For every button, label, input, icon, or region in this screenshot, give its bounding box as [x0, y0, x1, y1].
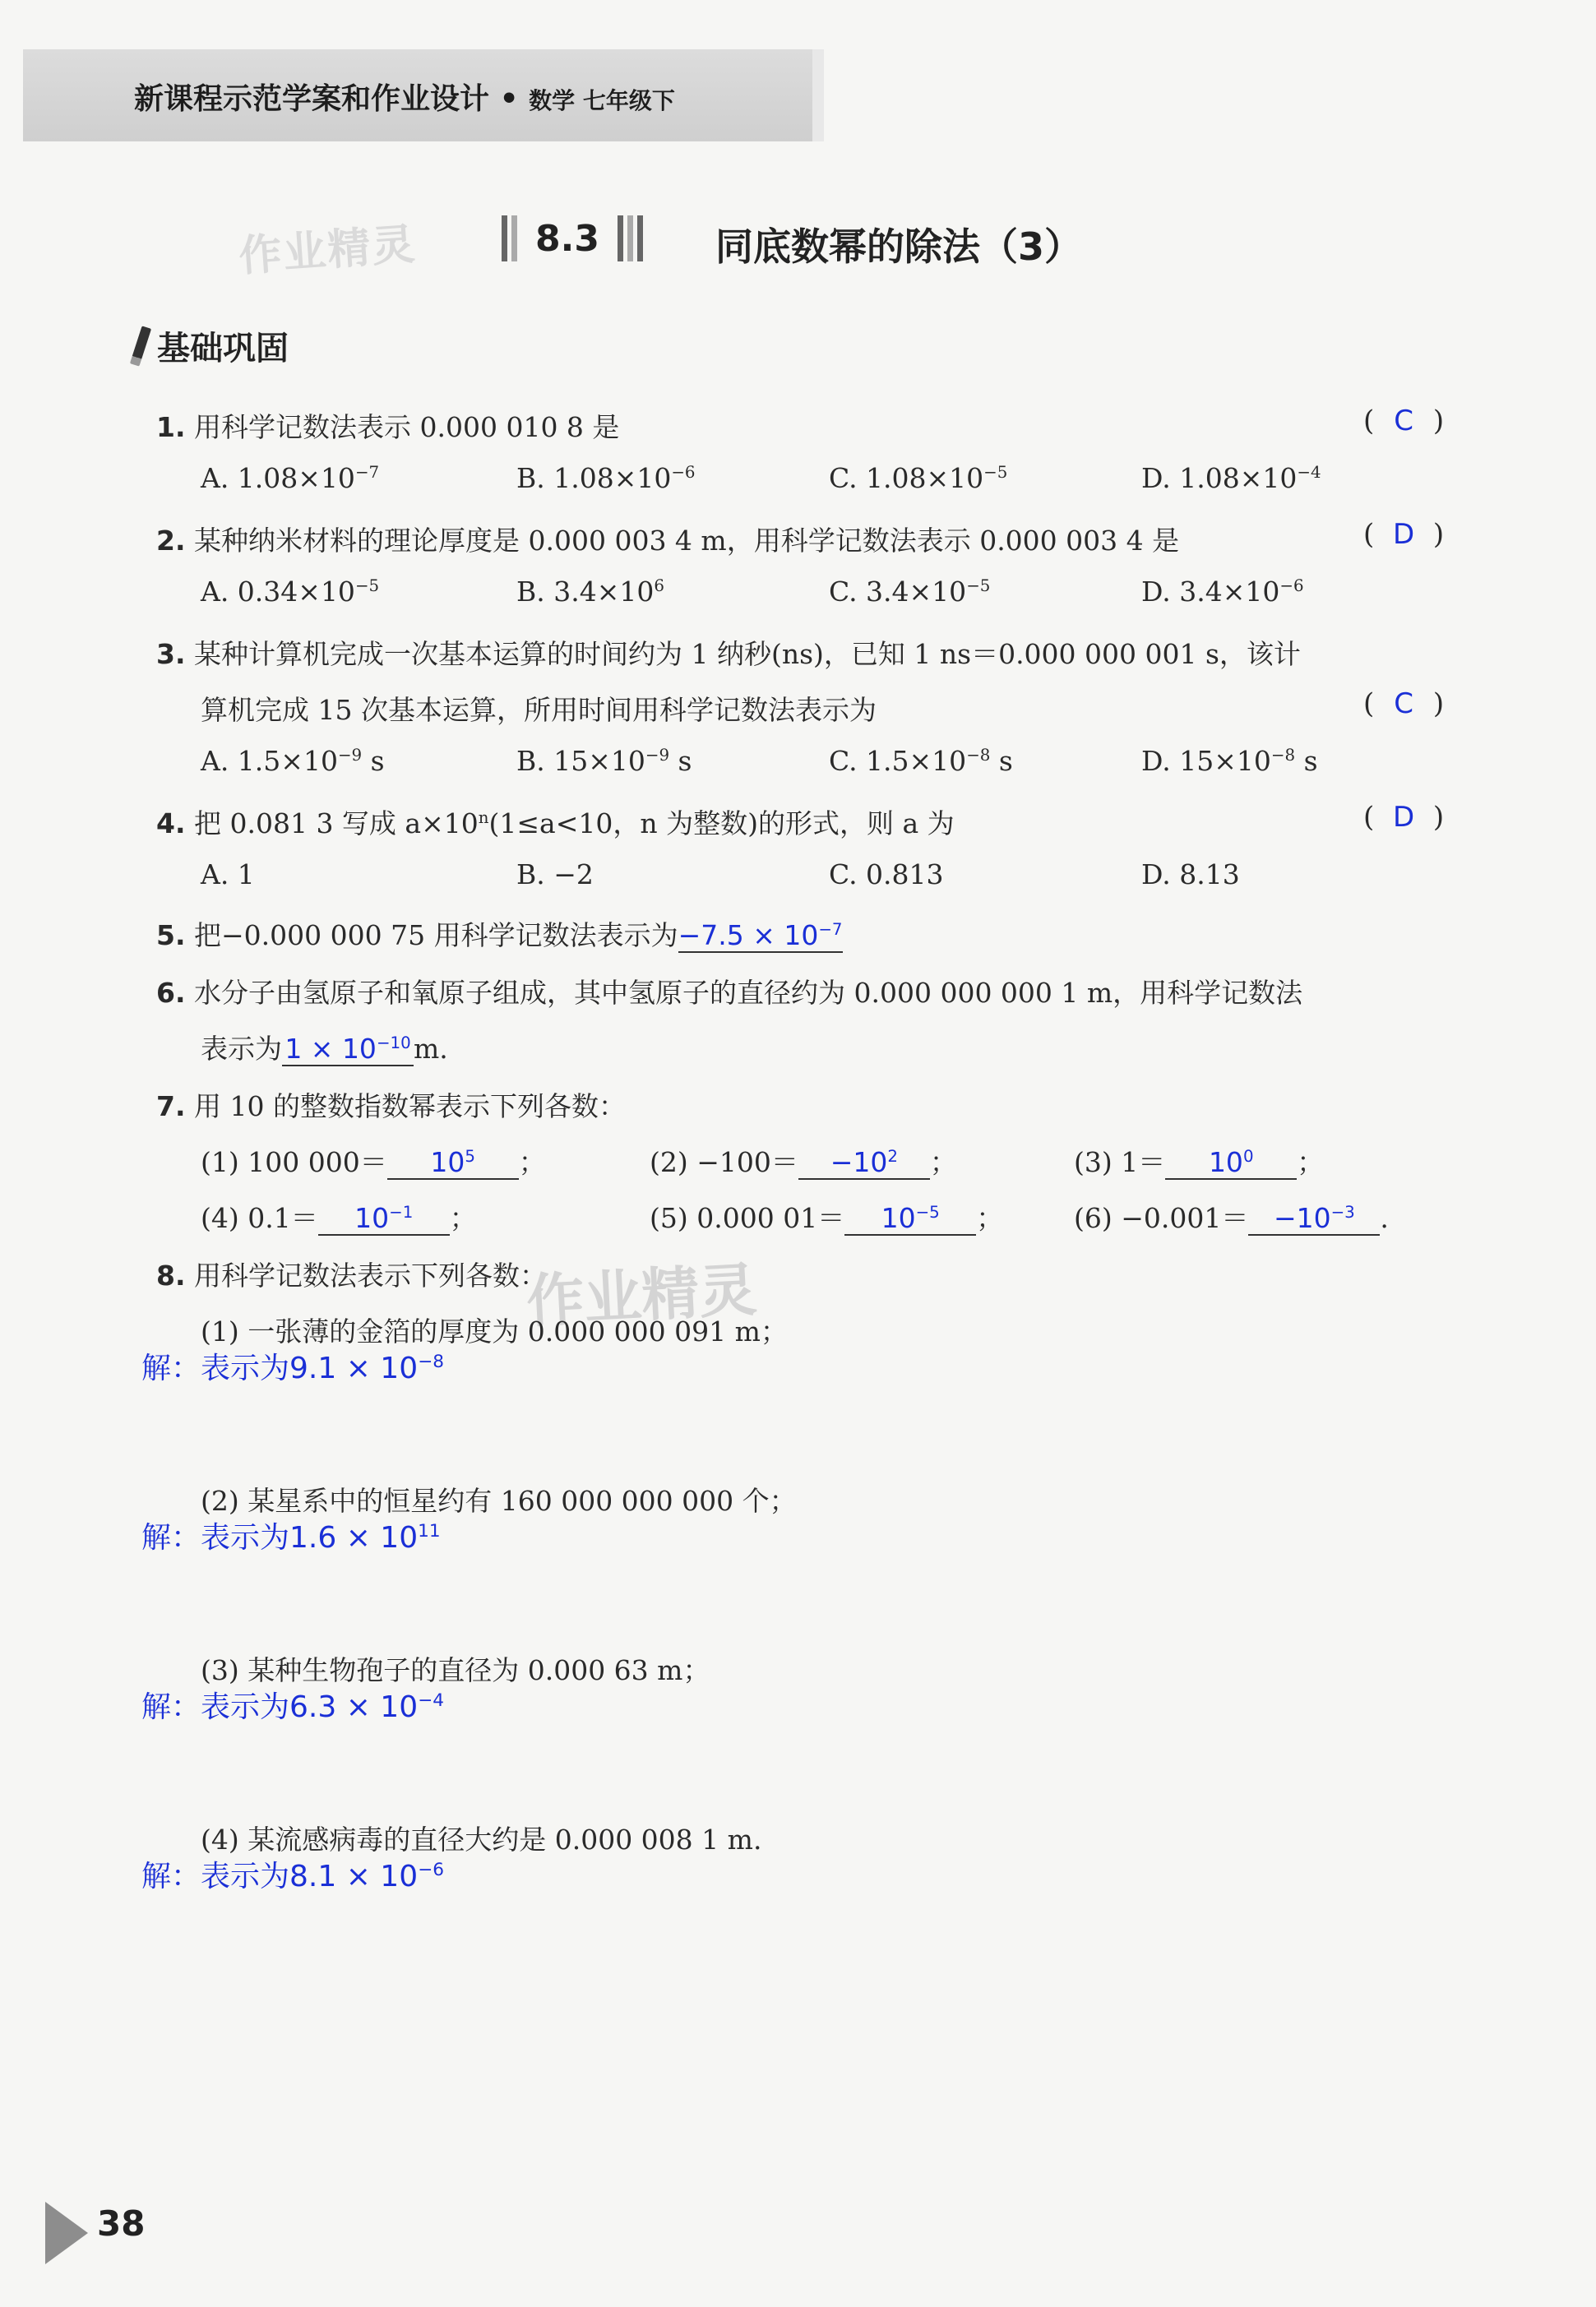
q6-answer-blank: $1 \times 10^{-10}$	[282, 1033, 414, 1066]
q4-option-c: C. 0.813	[829, 858, 944, 890]
q4-answer: ( D )	[1363, 801, 1445, 834]
question-6-line-1: 6. 水分子由氢原子和氧原子组成，其中氢原子的直径约为 0.000 000 000 1 m，用科学记数法	[156, 977, 1303, 1009]
q8-solution-3: 解：表示为$6.3 \times 10^{-4}$	[141, 1690, 444, 1724]
question-4: 4. 把 0.081 3 写成 $a\times 10^n(1\le a<10$，n 为整数)的形式，则 a 为	[156, 807, 955, 839]
book-header-banner	[23, 49, 824, 141]
q2-option-c: C. $3.4\times 10^{-5}$	[829, 576, 991, 608]
question-5: 5. 把−0.000 000 75 用科学记数法表示为$-7.5 \times 10^{-7}$	[156, 919, 843, 951]
question-2: 2. 某种纳米材料的理论厚度是 0.000 003 4 m，用科学记数法表示 0.000 003 4 是	[156, 525, 1180, 557]
page-marker-icon	[45, 2202, 88, 2264]
question-1: 1. 用科学记数法表示 0.000 010 8 是	[156, 411, 620, 443]
question-3-line-2: 算机完成 15 次基本运算，所用时间用科学记数法表示为	[201, 694, 877, 726]
right-bars-decoration	[618, 215, 643, 261]
q8-solution-2: 解：表示为$1.6 \times 10^{11}$	[141, 1521, 441, 1555]
q3-option-a: A. $1.5\times 10^{-9}$ s	[201, 745, 385, 777]
q8-part-4: (4) 某流感病毒的直径大约是 0.000 008 1 m.	[201, 1824, 762, 1856]
pencil-icon	[130, 326, 151, 366]
q3-option-c: C. $1.5\times 10^{-8}$ s	[829, 745, 1013, 777]
q3-option-d: D. $15\times 10^{-8}$ s	[1141, 745, 1318, 777]
subsection-heading: 基础巩固	[136, 322, 289, 369]
q7-item-2: $(2) -100= -10^2$ ；	[650, 1146, 957, 1178]
q1-option-c: C. $1.08\times 10^{-5}$	[829, 462, 1008, 494]
q4-option-a: A. 1	[201, 858, 255, 890]
question-3-line-1: 3. 某种计算机完成一次基本运算的时间约为 1 纳秒(ns)，已知 1 ns＝0.000 000 001 s，该计	[156, 638, 1301, 670]
q4-option-d: D. 8.13	[1141, 858, 1240, 890]
section-title: 同底数幂的除法（3）	[715, 224, 1083, 269]
q7-item-4: (4) $0.1= 10^{-1}$ ；	[201, 1202, 477, 1234]
book-header-text: 新课程示范学案和作业设计 • 数学 七年级下	[134, 82, 675, 116]
q1-option-b: B. $1.08\times 10^{-6}$	[516, 462, 696, 494]
q7-item-6: $(6) -0.001= -10^{-3}$ .	[1074, 1202, 1389, 1234]
section-number-box	[502, 212, 643, 265]
page-number: 38	[97, 2203, 146, 2244]
q8-solution-4: 解：表示为$8.1 \times 10^{-6}$	[141, 1860, 444, 1893]
watermark-logo-2: 作业精灵	[525, 1255, 759, 1336]
q7-item-1: (1) 100 $000= 10^5$ ；	[201, 1146, 546, 1178]
q1-option-a: A. $1.08\times 10^{-7}$	[201, 462, 380, 494]
q2-answer: ( D )	[1363, 518, 1445, 551]
q8-part-2: (2) 某星系中的恒星约有 160 000 000 000 个；	[201, 1485, 797, 1517]
q1-answer: ( C )	[1363, 405, 1445, 437]
q4-option-b: B. −2	[516, 858, 594, 890]
q3-option-b: B. $15\times 10^{-9}$ s	[516, 745, 692, 777]
question-6-line-2: 表示为 $1 \times 10^{-10}$ m.	[201, 1033, 448, 1065]
q2-option-b: B. $3.4\times 10^6$	[516, 576, 664, 608]
q7-item-3: (3) $1= 10^0$ ；	[1074, 1146, 1325, 1178]
q2-option-d: D. $3.4\times 10^{-6}$	[1141, 576, 1304, 608]
q3-answer: ( C )	[1363, 687, 1445, 720]
left-bars-decoration	[502, 215, 517, 261]
question-7: 7. 用 10 的整数指数幂表示下列各数：	[156, 1090, 626, 1122]
q1-option-d: D. $1.08\times 10^{-4}$	[1141, 462, 1321, 494]
section-number: 8.3	[535, 217, 599, 260]
q8-part-3: (3) 某种生物孢子的直径为 0.000 63 m；	[201, 1654, 710, 1686]
q8-solution-1: 解：表示为$9.1 \times 10^{-8}$	[141, 1352, 444, 1385]
q8-part-1: (1) 一张薄的金箔的厚度为 0.000 000 091 m；	[201, 1315, 788, 1348]
watermark-logo: 作业精灵	[237, 220, 419, 282]
q7-item-5: (5) 0.000 $01= 10^{-5}$ ；	[650, 1202, 1004, 1234]
q5-answer-blank: $-7.5 \times 10^{-7}$	[678, 919, 843, 951]
question-8: 8. 用科学记数法表示下列各数：	[156, 1260, 547, 1292]
q2-option-a: A. $0.34\times 10^{-5}$	[201, 576, 380, 608]
